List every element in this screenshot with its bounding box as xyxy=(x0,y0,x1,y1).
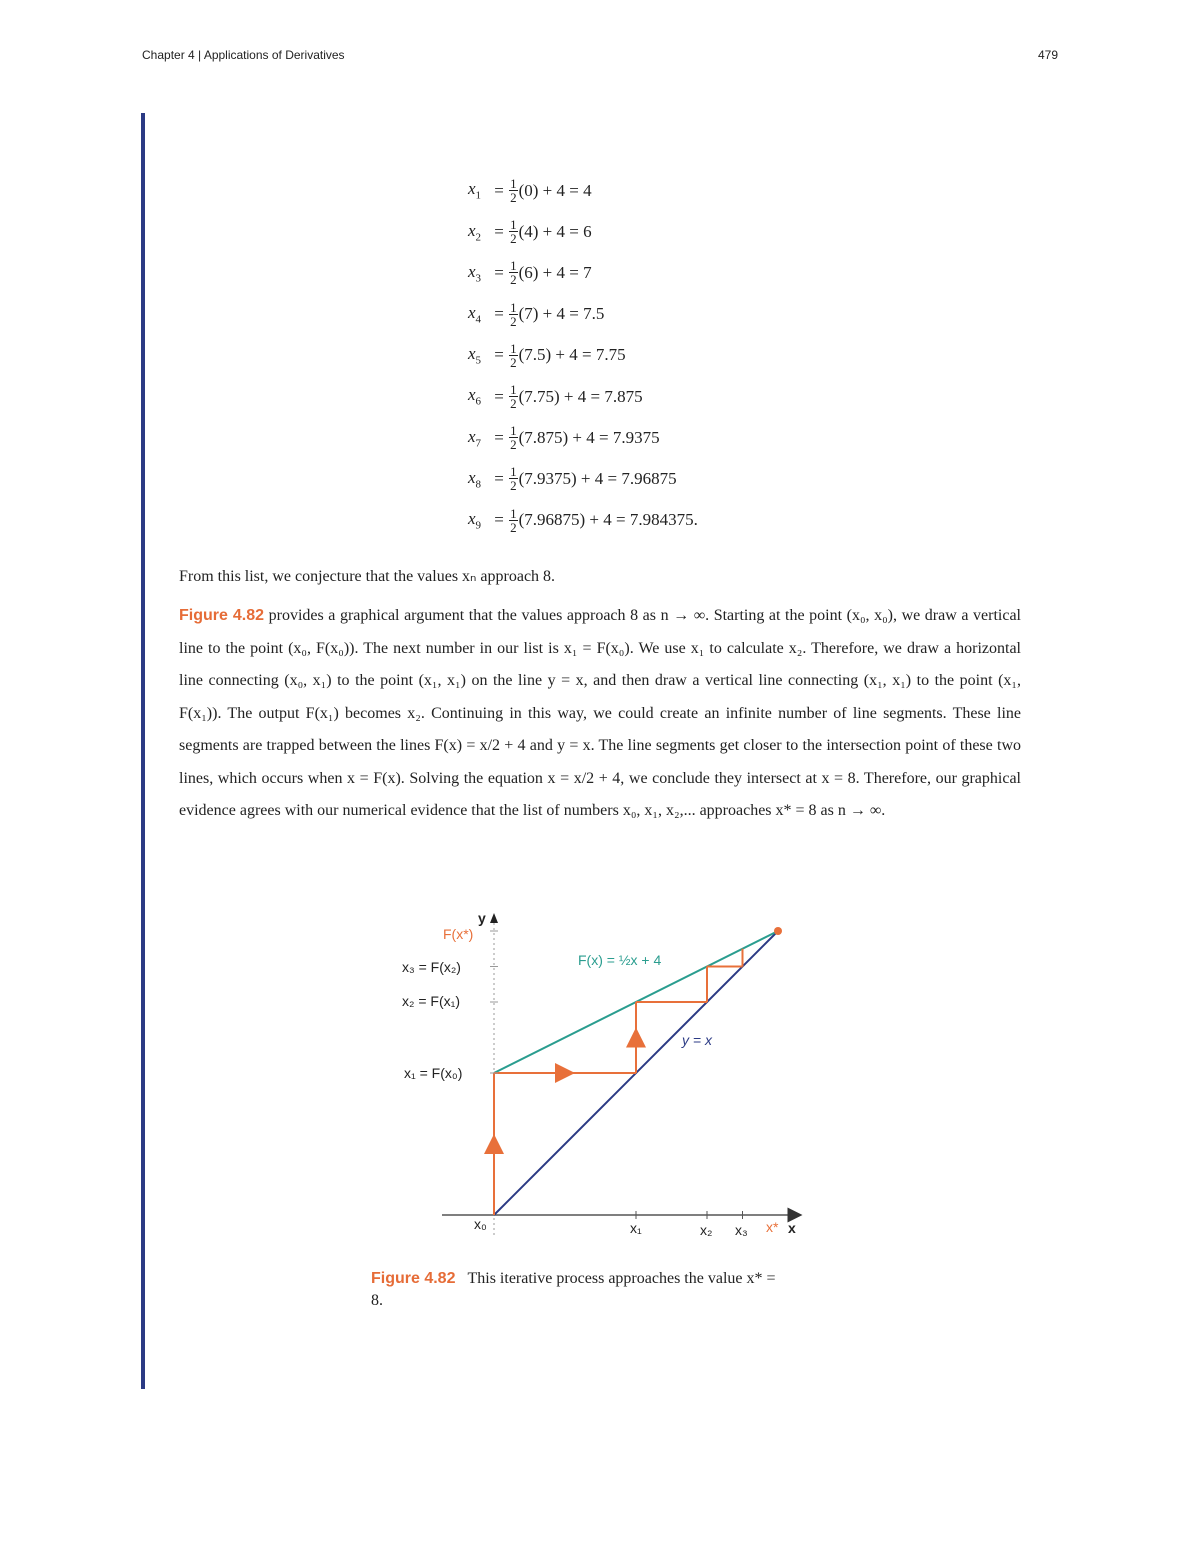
x-label-x1: x₁ xyxy=(630,1220,642,1236)
chapter-title: Chapter 4 | Applications of Derivatives xyxy=(142,48,345,62)
page-number: 479 xyxy=(1037,48,1058,62)
y-label-x3: x₃ = F(x₂) xyxy=(402,959,461,975)
x-axis-label: x xyxy=(788,1220,796,1236)
equation-row: $x_4$ = $\frac{1}{2}$ (7) + 4 = 7.5 xyxy=(468,299,605,329)
equation-row: $x_1$ = $\frac{1}{2}$ (0) + 4 = 4 xyxy=(468,176,592,206)
fixed-point-dot xyxy=(774,927,782,935)
paragraph-conjecture: From this list, we conjecture that the values xₙ approach 8. xyxy=(179,568,556,585)
paragraph-text: provides a graphical argument that the values approach 8 as n → ∞. Starting at the point (x₀, x₀), we draw a vertical line to the point (x₀, F(x₀)). The next number in our list is x₁ = F(x₀). We use x₁ to calculate x₂. Therefore, we draw a horizontal line connecting (x₀, x₁) to the point (x₁, x₁) on the line y = x, and then draw a vertical line connecting (x₁, x₁) to the point (x₁, F(x₁)). The output F(x₁) becomes x₂. Continuing in this way, we could create an infinite number of line segments. These line segments are trapped between the lines F(x) = x/2 + 4 and y = x. The line segments get closer to the intersection point of these two lines, which occurs when x = F(x). Solving the equation x = x/2 + 4, we conclude they intersect at x = 8. Therefore, our graphical evidence agrees with our numerical evidence that the list of numbers x₀, x₁, x₂,... approaches x* = 8 as n → ∞. xyxy=(179,607,1022,819)
equation-list xyxy=(468,170,698,541)
paragraph-graphical-argument xyxy=(179,600,1021,828)
margin-rule xyxy=(141,113,145,1389)
x-label-xstar: x* xyxy=(766,1219,779,1235)
line-y-label: y = x xyxy=(682,1032,712,1048)
figure-caption xyxy=(371,1268,791,1312)
cobweb-figure xyxy=(390,905,810,1250)
y-axis-label: y xyxy=(478,910,486,926)
y-label-x1: x₁ = F(x₀) xyxy=(404,1065,463,1081)
caption-figure-number: Figure 4.82 xyxy=(371,1270,456,1287)
equation-row: $x_6$ = $\frac{1}{2}$ (7.75) + 4 = 7.875 xyxy=(468,382,643,412)
equation-row: $x_8$ = $\frac{1}{2}$ (7.9375) + 4 = 7.96875 xyxy=(468,464,677,494)
equation-row: $x_9$ = $\frac{1}{2}$ (7.96875) + 4 = 7.984375. xyxy=(468,505,698,535)
line-f-label: F(x) = ½x + 4 xyxy=(578,952,662,968)
x-label-x3: x₃ xyxy=(735,1222,748,1238)
equation-row: $x_2$ = $\frac{1}{2}$ (4) + 4 = 6 xyxy=(468,217,592,247)
y-label-x2: x₂ = F(x₁) xyxy=(402,993,460,1009)
caption-text: This iterative process approaches the value x* = 8. xyxy=(371,1270,776,1309)
equation-row: $x_7$ = $\frac{1}{2}$ (7.875) + 4 = 7.9375 xyxy=(468,423,660,453)
equation-row: $x_3$ = $\frac{1}{2}$ (6) + 4 = 7 xyxy=(468,258,592,288)
x-label-x2: x₂ xyxy=(700,1222,713,1238)
x-label-x0: x₀ xyxy=(474,1216,487,1232)
y-label-fxstar: F(x*) xyxy=(443,926,474,942)
cobweb-chart xyxy=(390,905,810,1250)
equation-row: $x_5$ = $\frac{1}{2}$ (7.5) + 4 = 7.75 xyxy=(468,340,626,370)
figure-link[interactable]: Figure 4.82 xyxy=(179,607,265,624)
